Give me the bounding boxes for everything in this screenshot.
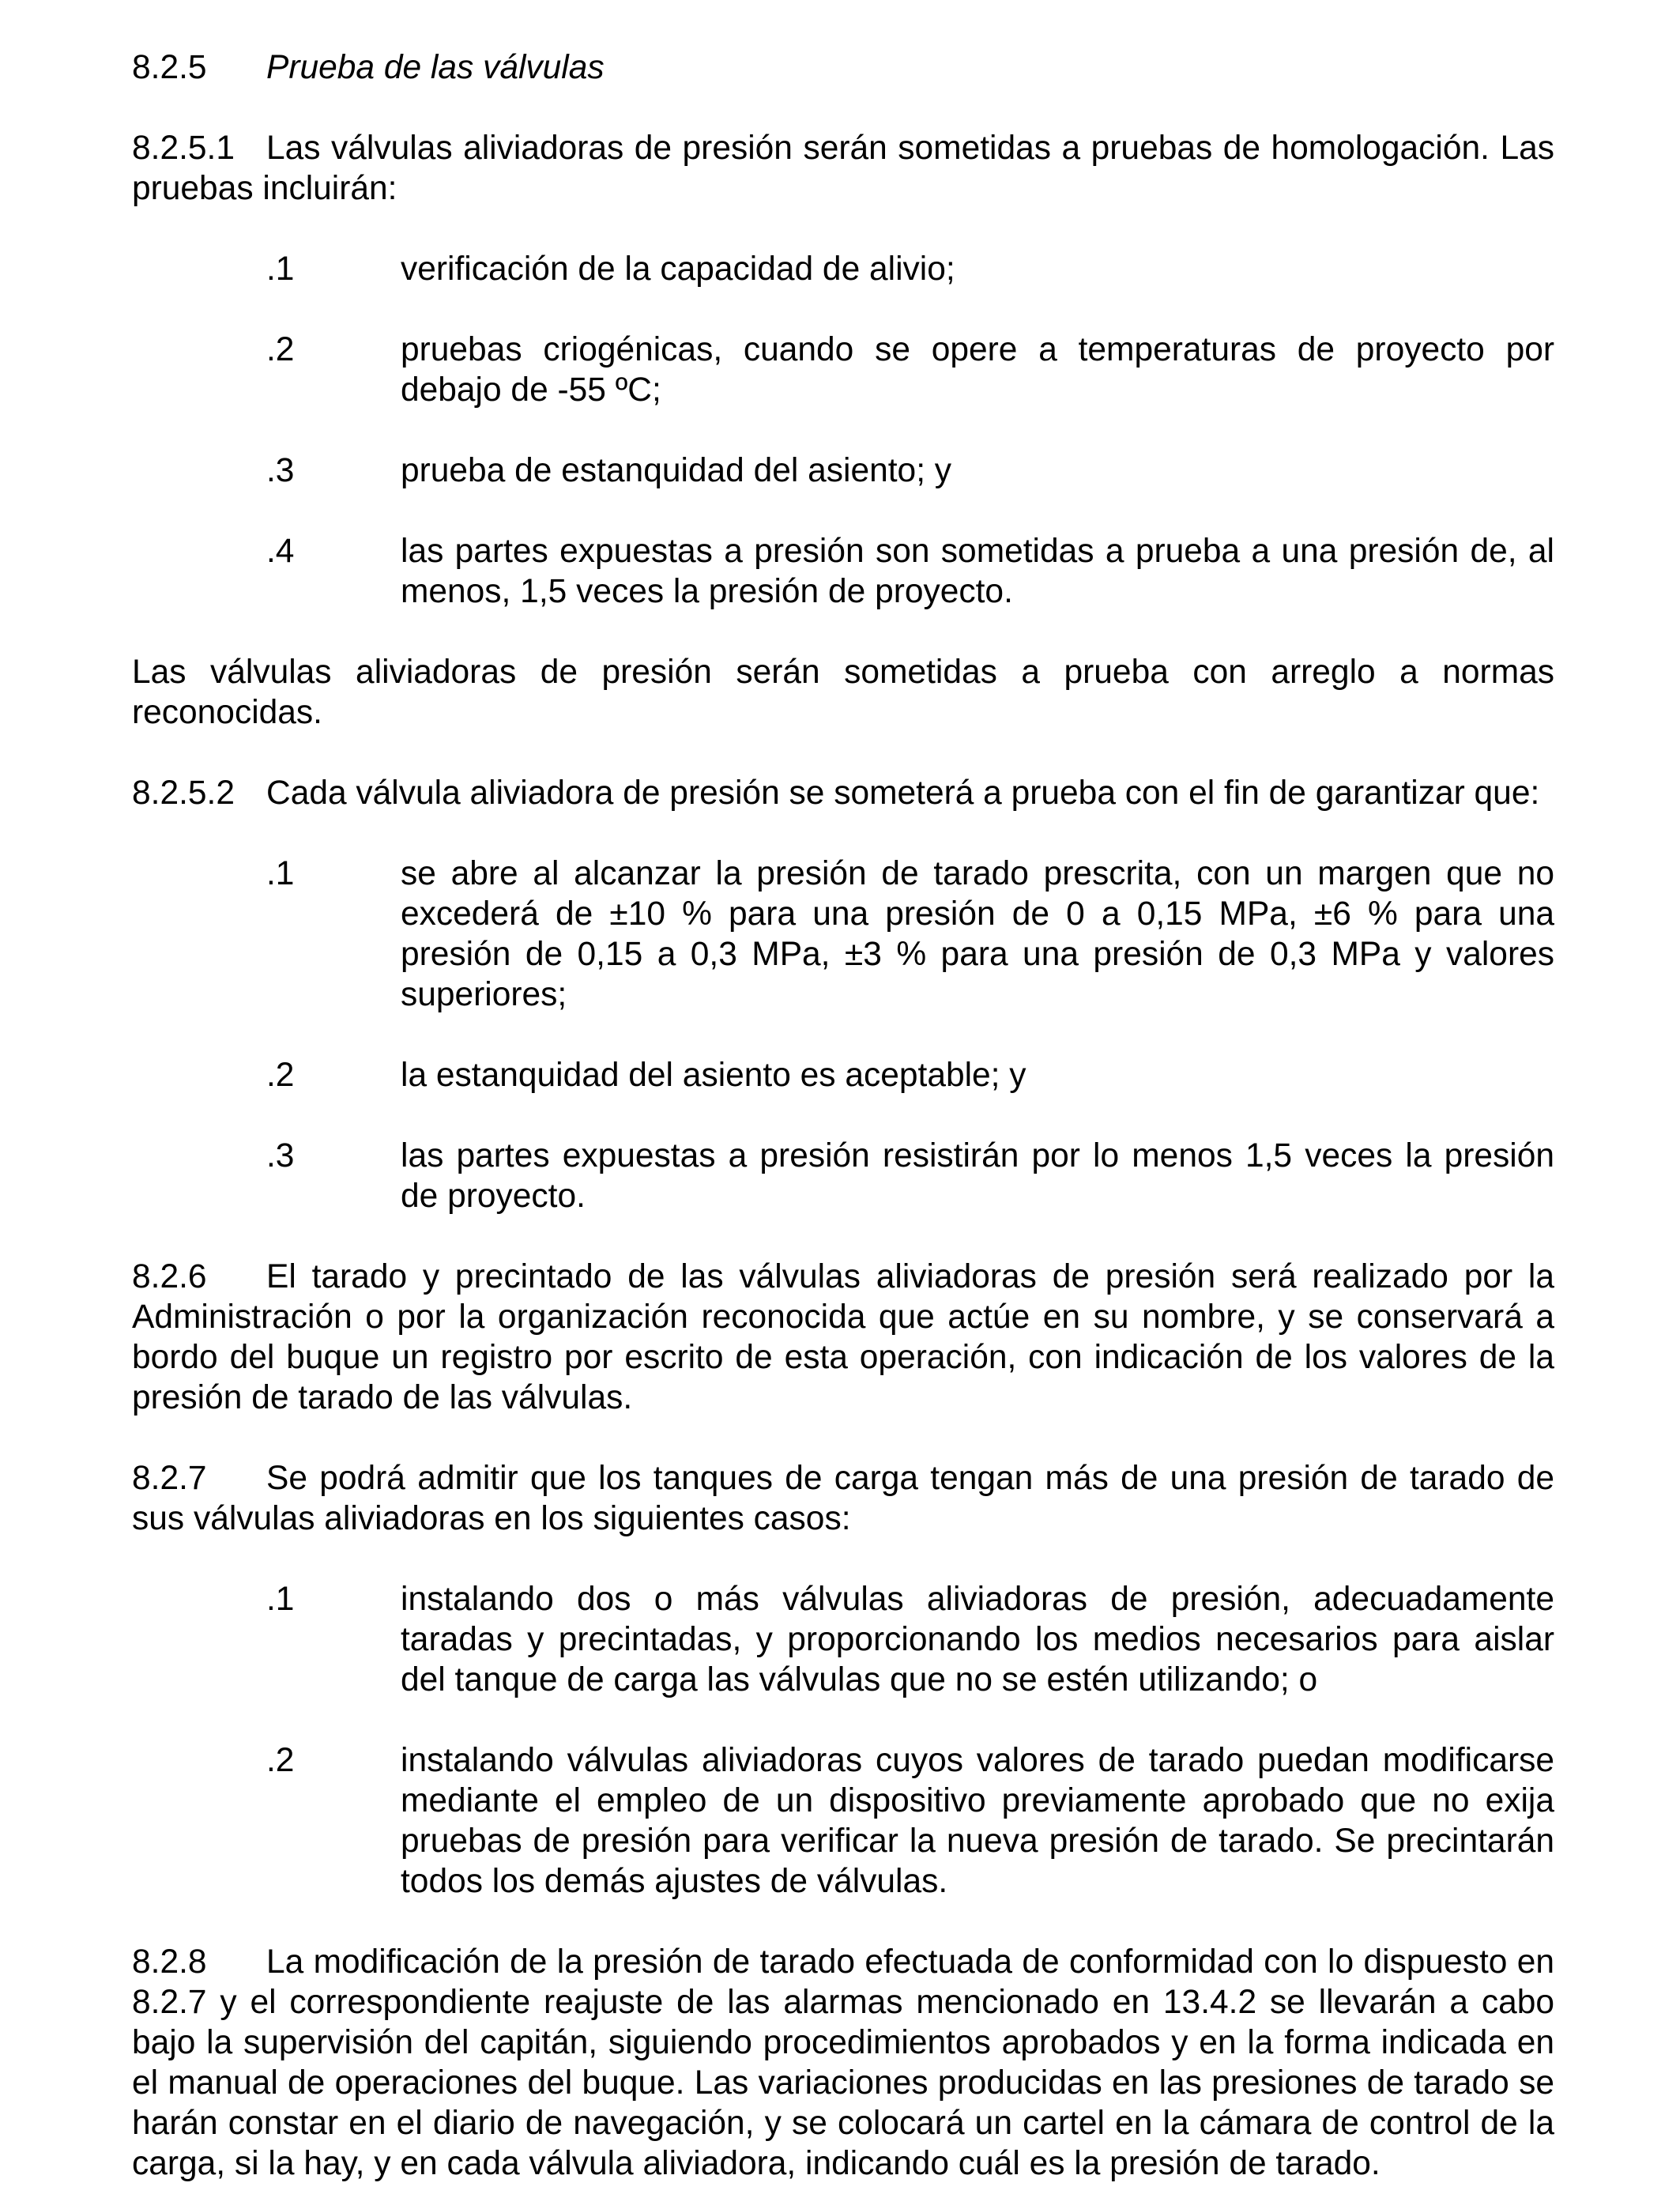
list-item	[132, 854, 1554, 1015]
list-item	[132, 450, 1554, 491]
section-heading	[132, 47, 1554, 88]
list-item-text: prueba de estanquidad del asiento; y	[401, 452, 952, 489]
paragraph-number: 8.2.7	[132, 1460, 207, 1497]
paragraph-text: El tarado y precintado de las válvulas aliviadoras de presión será realizado por la Administración o por la organización reconocida que actúe en su nombre, y se conservará a bordo del buque un registro por escrito de esta operación, con indicación de los valores de la presión de tarado de las válvulas.	[132, 1258, 1554, 1416]
list-item-text: se abre al alcanzar la presión de tarado prescrita, con un margen que no excederá de ±10 % para una presión de 0 a 0,15 MPa, ±6 % para una presión de 0,15 a 0,3 MPa, ±3 % para una presión de 0,3 MPa y valores superiores;	[401, 855, 1554, 1013]
list-item	[132, 1579, 1554, 1700]
section-title: Prueba de las válvulas	[266, 49, 605, 86]
paragraph-text: La modificación de la presión de tarado efectuada de conformidad con lo dispuesto en 8.2.7 y el correspondiente reajuste de las alarmas mencionado en 13.4.2 se llevarán a cabo bajo la supervisión del capitán, siguiendo procedimientos aprobados y en la forma indicada en el manual de operaciones del buque. Las variaciones producidas en las presiones de tarado se harán constar en el diario de navegación, y se colocará un cartel en la cámara de control de la carga, si la hay, y en cada válvula aliviadora, indicando cuál es la presión de tarado.	[132, 1943, 1554, 2182]
list-item-text: las partes expuestas a presión son sometidas a prueba a una presión de, al menos, 1,5 veces la presión de proyecto.	[401, 533, 1554, 610]
document-page	[132, 47, 1554, 2184]
paragraph-number: 8.2.6	[132, 1258, 207, 1295]
list-item-text: instalando válvulas aliviadoras cuyos valores de tarado puedan modificarse mediante el empleo de un dispositivo previamente aprobado que no exija pruebas de presión para verificar la nueva presión de tarado. Se precintarán todos los demás ajustes de válvulas.	[401, 1742, 1554, 1900]
list-item-number: .2	[266, 1057, 295, 1094]
list-item	[132, 1740, 1554, 1902]
list-item	[132, 531, 1554, 612]
paragraph-text: Las válvulas aliviadoras de presión serán sometidas a pruebas de homologación. Las pruebas incluirán:	[132, 130, 1554, 207]
paragraph-text: Cada válvula aliviadora de presión se someterá a prueba con el fin de garantizar que:	[266, 775, 1540, 812]
list-item-text: la estanquidad del asiento es aceptable; y	[401, 1057, 1026, 1094]
list-item-number: .4	[266, 533, 295, 570]
list-item-number: .1	[266, 251, 295, 288]
paragraph-8-2-5-2	[132, 773, 1554, 813]
list-item	[132, 249, 1554, 289]
paragraph-number: 8.2.8	[132, 1943, 207, 1981]
list-item-number: .2	[266, 1742, 295, 1779]
paragraph-8-2-6	[132, 1257, 1554, 1418]
paragraph-8-2-8	[132, 1942, 1554, 2184]
paragraph-8-2-7	[132, 1458, 1554, 1539]
list-item-number: .1	[266, 1581, 295, 1618]
list-item	[132, 1055, 1554, 1095]
list-item-text: verificación de la capacidad de alivio;	[401, 251, 955, 288]
list-item-number: .3	[266, 1137, 295, 1174]
list-item	[132, 1136, 1554, 1216]
paragraph-number: 8.2.5.1	[132, 130, 235, 167]
section-number: 8.2.5	[132, 49, 207, 86]
list-item-number: .2	[266, 331, 295, 368]
list-item-number: .3	[266, 452, 295, 489]
list-item-number: .1	[266, 855, 295, 892]
paragraph-8-2-5-1	[132, 128, 1554, 209]
list-item	[132, 330, 1554, 410]
list-item-text: instalando dos o más válvulas aliviadoras de presión, adecuadamente taradas y precintadas, y proporcionando los medios necesarios para aislar del tanque de carga las válvulas que no se estén utilizando; o	[401, 1581, 1554, 1698]
list-item-text: las partes expuestas a presión resistirán por lo menos 1,5 veces la presión de proyecto.	[401, 1137, 1554, 1215]
list-item-text: pruebas criogénicas, cuando se opere a temperaturas de proyecto por debajo de -55 ºC;	[401, 331, 1554, 409]
paragraph-text: Se podrá admitir que los tanques de carga tengan más de una presión de tarado de sus válvulas aliviadoras en los siguientes casos:	[132, 1460, 1554, 1537]
closing-paragraph: Las válvulas aliviadoras de presión serán sometidas a prueba con arreglo a normas reconocidas.	[132, 654, 1554, 731]
paragraph-number: 8.2.5.2	[132, 775, 235, 812]
